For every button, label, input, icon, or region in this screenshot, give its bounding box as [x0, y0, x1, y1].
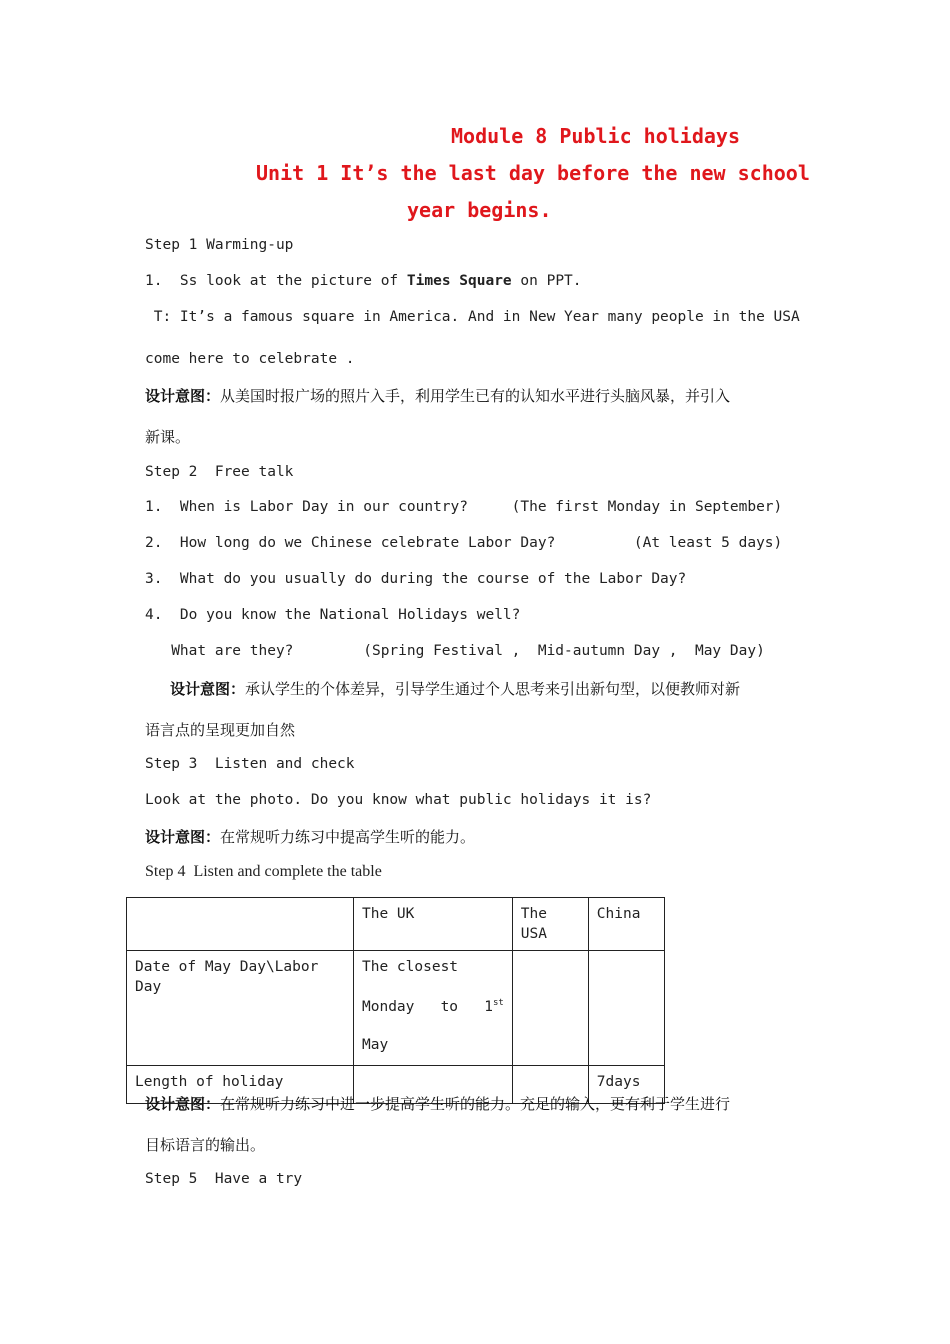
- ordinal-suffix: st: [492, 998, 504, 1008]
- unit-title: Unit 1 It’s the last day before the new school: [256, 161, 810, 185]
- step2-question-2: 2. How long do we Chinese celebrate Labor Day? (At least 5 days): [145, 535, 783, 551]
- step2-question-4-answer: What are they? (Spring Festival , Mid-autumn Day , May Day): [145, 643, 765, 659]
- design-note-label: 设计意图：: [170, 680, 246, 698]
- table-header-cell: [127, 898, 354, 951]
- table-cell: [354, 951, 513, 1066]
- step1-design-note: [145, 385, 730, 406]
- step2-question-1: 1. When is Labor Day in our country? (The first Monday in September): [145, 499, 783, 515]
- step1-design-note-cont: 新课。: [145, 428, 191, 446]
- uk-date-line-2: [362, 993, 504, 1017]
- uk-date-line-3: May: [362, 1036, 389, 1053]
- step1-heading: Step 1 Warming-up: [145, 237, 294, 253]
- module-title: Module 8 Public holidays: [451, 124, 740, 148]
- step1-item1-prefix: 1. Ss look at the picture of: [145, 273, 407, 289]
- holiday-table: [126, 897, 665, 1104]
- step4-design-note: [145, 1093, 730, 1114]
- design-note-text: 承认学生的个体差异，引导学生通过个人思考来引出新句型，以便教师对新: [245, 680, 741, 698]
- table-cell: Date of May Day\Labor Day: [127, 951, 354, 1066]
- design-note-label: 设计意图：: [145, 387, 221, 405]
- step4-design-note-cont: 目标语言的输出。: [145, 1136, 266, 1154]
- step1-item1-suffix: on PPT.: [511, 273, 582, 289]
- step1-teacher-line: T: It’s a famous square in America. And in New Year many people in the USA: [145, 309, 800, 325]
- step3-heading: Step 3 Listen and check: [145, 756, 355, 772]
- design-note-text: 从美国时报广场的照片入手，利用学生已有的认知水平进行头脑风暴，并引入: [220, 387, 731, 405]
- design-note-label: 设计意图：: [145, 1095, 221, 1113]
- step2-design-note: [170, 678, 740, 699]
- table-row: [127, 951, 665, 1066]
- times-square-text: Times Square: [406, 273, 512, 289]
- step4-heading: Step 4 Listen and complete the table: [145, 863, 382, 880]
- design-note-label: 设计意图：: [145, 828, 221, 846]
- table-cell: [512, 951, 588, 1066]
- unit-title-continued: year begins.: [407, 198, 552, 222]
- step2-heading: Step 2 Free talk: [145, 464, 294, 480]
- table-cell: [588, 951, 664, 1066]
- table-header-cell: The UK: [354, 898, 513, 951]
- table-cell: Length of holiday: [127, 1066, 354, 1104]
- step1-item1: [145, 273, 582, 289]
- step3-design-note: [145, 826, 475, 847]
- design-note-text: 在常规听力练习中进一步提高学生听的能力。充足的输入，更有利于学生进行: [220, 1095, 731, 1113]
- uk-date-text: Monday to 1: [362, 998, 493, 1015]
- uk-date-line-1: The closest: [362, 959, 459, 975]
- step1-teacher-line-2: come here to celebrate .: [145, 351, 355, 367]
- table-header-row: [127, 898, 665, 951]
- step2-design-note-cont: 语言点的呈现更加自然: [145, 721, 296, 739]
- table-cell: 7days: [588, 1066, 664, 1104]
- step3-line: Look at the photo. Do you know what public holidays it is?: [145, 792, 652, 808]
- step2-question-3: 3. What do you usually do during the course of the Labor Day?: [145, 571, 687, 587]
- design-note-text: 在常规听力练习中提高学生听的能力。: [220, 828, 476, 846]
- step5-heading: Step 5 Have a try: [145, 1171, 303, 1187]
- table-header-cell: China: [588, 898, 664, 951]
- table-header-cell: The USA: [512, 898, 588, 951]
- step2-question-4: 4. Do you know the National Holidays well?: [145, 607, 521, 623]
